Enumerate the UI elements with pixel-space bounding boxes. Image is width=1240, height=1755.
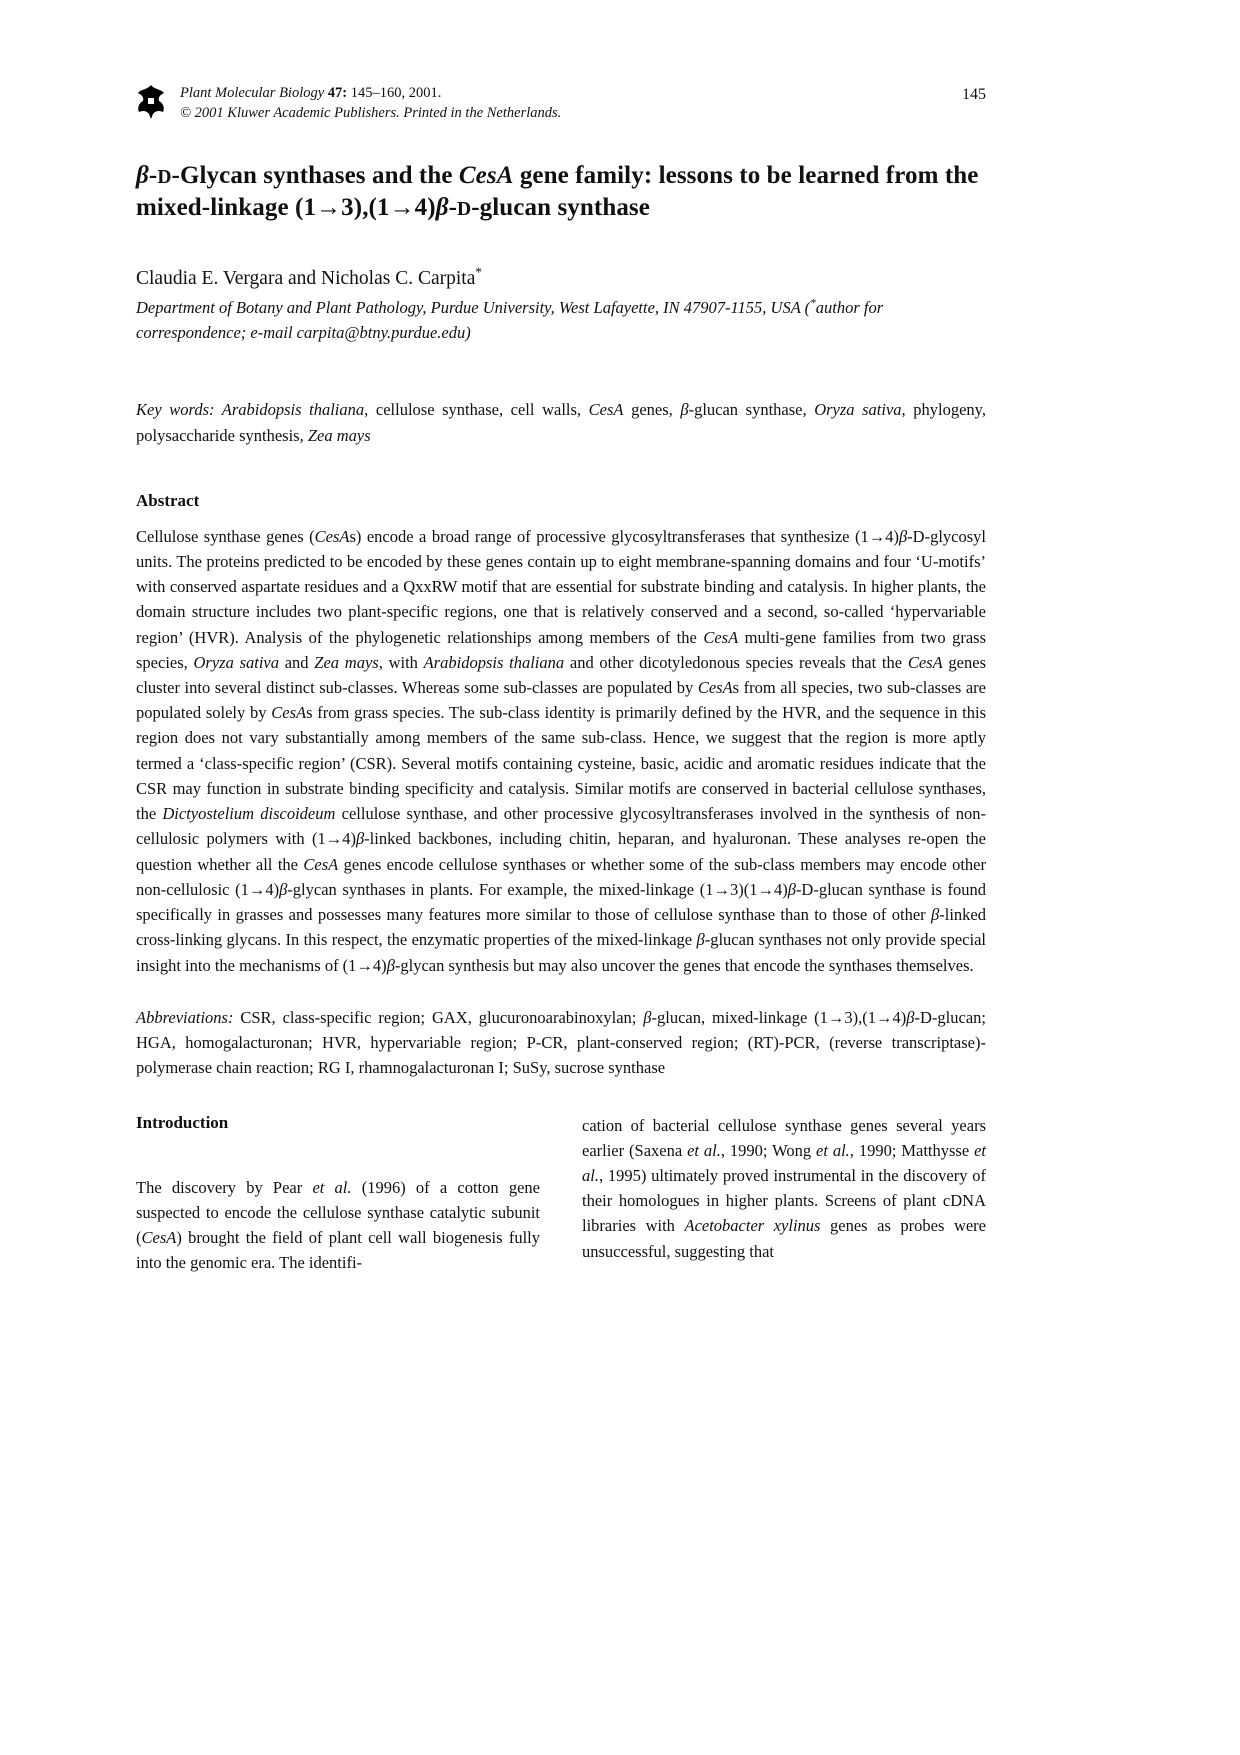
abstract-paragraph: Cellulose synthase genes (CesAs) encode a broad range of processive glycosyltransferases that synthesize (1→4)β-D-glycosyl units. The proteins predicted to be encoded by these genes contain up to eight membrane-spanning domains and four ‘U-motifs’ with conserved aspartate residues and a QxxRW motif that are essential for substrate binding and catalysis. In higher plants, the domain structure includes two plant-specific regions, one that is relatively conserved and a second, so-called ‘hypervariable region’ (HVR). Analysis of the phylogenetic relationships among members of the CesA multi-gene families from two grass species, Oryza sativa and Zea mays, with Arabidopsis thaliana and other dicotyledonous species reveals that the CesA genes cluster into several distinct sub-classes. Whereas some sub-classes are populated by CesAs from all species, two sub-classes are populated solely by CesAs from grass species. The sub-class identity is primarily defined by the HVR, and the sequence in this region does not vary substantially among members of the same sub-class. Hence, we suggest that the region is more aptly termed a ‘class-specific region’ (CSR). Several motifs containing cysteine, basic, acidic and aromatic residues indicate that the CSR may function in substrate binding specificity and catalysis. Similar motifs are conserved in bacterial cellulose synthases, the Dictyostelium discoideum cellulose synthase, and other processive glycosyltransferases involved in the synthesis of non-cellulosic polymers with (1→4)β-linked backbones, including chitin, heparan, and hyaluronan. These analyses re-open the question whether all the CesA genes encode cellulose synthases or whether some of the sub-class members may encode other non-cellulosic (1→4)β-glycan synthases in plants. For example, the mixed-linkage (1→3)(1→4)β-D-glucan synthase is found specifically in grasses and possesses many features more similar to those of cellulose synthase than to those of other β-linked cross-linking glycans. In this respect, the enzymatic properties of the mixed-linkage β-glucan synthases not only provide special insight into the mechanisms of (1→4)β-glycan synthesis but may also uncover the genes that encode the synthases themselves.: [136, 526, 986, 975]
article-title: β-D-Glycan synthases and the CesA gene family: lessons to be learned from the mixed-linkage (1→3),(1→4)β-D-glucan synthase: [136, 161, 979, 222]
left-column: [136, 1113, 540, 1276]
journal-citation: Plant Molecular Biology 47: 145–160, 2001.: [180, 85, 442, 101]
publisher-logo-icon: [136, 85, 166, 119]
keywords-paragraph: Key words: Arabidopsis thaliana, cellulose synthase, cell walls, CesA genes, β-glucan synthase, Oryza sativa, phylogeny, polysaccharide synthesis, Zea mays: [136, 400, 986, 446]
authors-line: Claudia E. Vergara and Nicholas C. Carpita*: [136, 264, 482, 289]
page-number: 145: [962, 86, 986, 103]
journal-imprint: [136, 83, 561, 124]
affiliation-line: Department of Botany and Plant Pathology, Purdue University, West Lafayette, IN 47907-1155, USA (*author for correspondence; e-mail carpita@btny.purdue.edu): [136, 297, 884, 342]
right-column: [582, 1113, 986, 1276]
abbreviations-paragraph: Abbreviations: CSR, class-specific region; GAX, glucuronoarabinoxylan; β-glucan, mixed-linkage (1→3),(1→4)β-D-glucan; HGA, homogalacturonan; HVR, hypervariable region; P-CR, plant-conserved region; (RT)-PCR, (reverse transcriptase)-polymerase chain reaction; RG I, rhamnogalacturonan I; SuSy, sucrose synthase: [136, 1007, 986, 1078]
introduction-left-paragraph: The discovery by Pear et al. (1996) of a cotton gene suspected to encode the cellulose synthase catalytic subunit (CesA) brought the field of plant cell wall biogenesis fully into the genomic era. The identifi-: [136, 1177, 540, 1273]
two-column-section: [136, 1113, 986, 1276]
page-header: [136, 83, 986, 124]
imprint-text: [180, 83, 561, 124]
introduction-right-paragraph: cation of bacterial cellulose synthase genes several years earlier (Saxena et al., 1990; Wong et al., 1990; Matthysse et al., 1995) ultimately proved instrumental in the discovery of their homologues in higher plants. Screens of plant cDNA libraries with Acetobacter xylinus genes as probes were unsuccessful, suggesting that: [582, 1115, 987, 1261]
page-content: [136, 0, 986, 1275]
copyright-line: © 2001 Kluwer Academic Publishers. Printed in the Netherlands.: [180, 105, 562, 122]
abstract-heading: Abstract: [136, 490, 200, 510]
introduction-heading: Introduction: [136, 1112, 229, 1132]
